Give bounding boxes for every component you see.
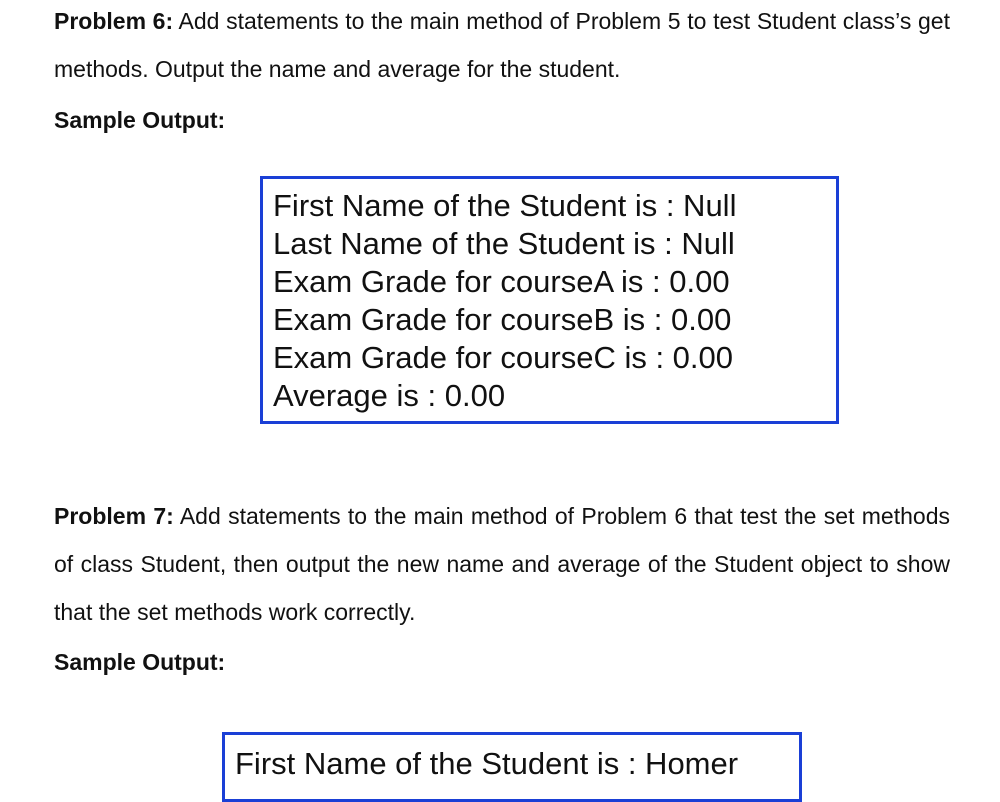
- problem-6-text: Add statements to the main method of Problem 5 to test Student class’s get methods. Output the name and average for the student.: [54, 8, 950, 82]
- problem-6-sample-output-box: [260, 176, 839, 424]
- problem-7-text: Add statements to the main method of Problem 6 that test the set methods of class Student, then output the new name and average of the Student object to show that the set methods work correctly.: [54, 503, 950, 625]
- problem-7-sample-output-box: [222, 732, 802, 802]
- problem-7-label: Problem 7:: [54, 503, 174, 529]
- problem-7-statement: [54, 492, 950, 636]
- problem-6-statement: [54, 0, 950, 93]
- output-line: First Name of the Student is : Null: [273, 188, 737, 223]
- output-line: Last Name of the Student is : Null: [273, 226, 735, 261]
- output-line: Exam Grade for courseA is : 0.00: [273, 264, 730, 299]
- output-line: Exam Grade for courseC is : 0.00: [273, 340, 734, 375]
- output-line: Exam Grade for courseB is : 0.00: [273, 302, 732, 337]
- problem-6-sample-output-heading: Sample Output:: [54, 107, 226, 133]
- output-line: Average is : 0.00: [273, 378, 506, 413]
- output-line: First Name of the Student is : Homer: [235, 746, 739, 781]
- problem-7-sample-output-heading: Sample Output:: [54, 649, 226, 675]
- problem-6-label: Problem 6:: [54, 8, 174, 34]
